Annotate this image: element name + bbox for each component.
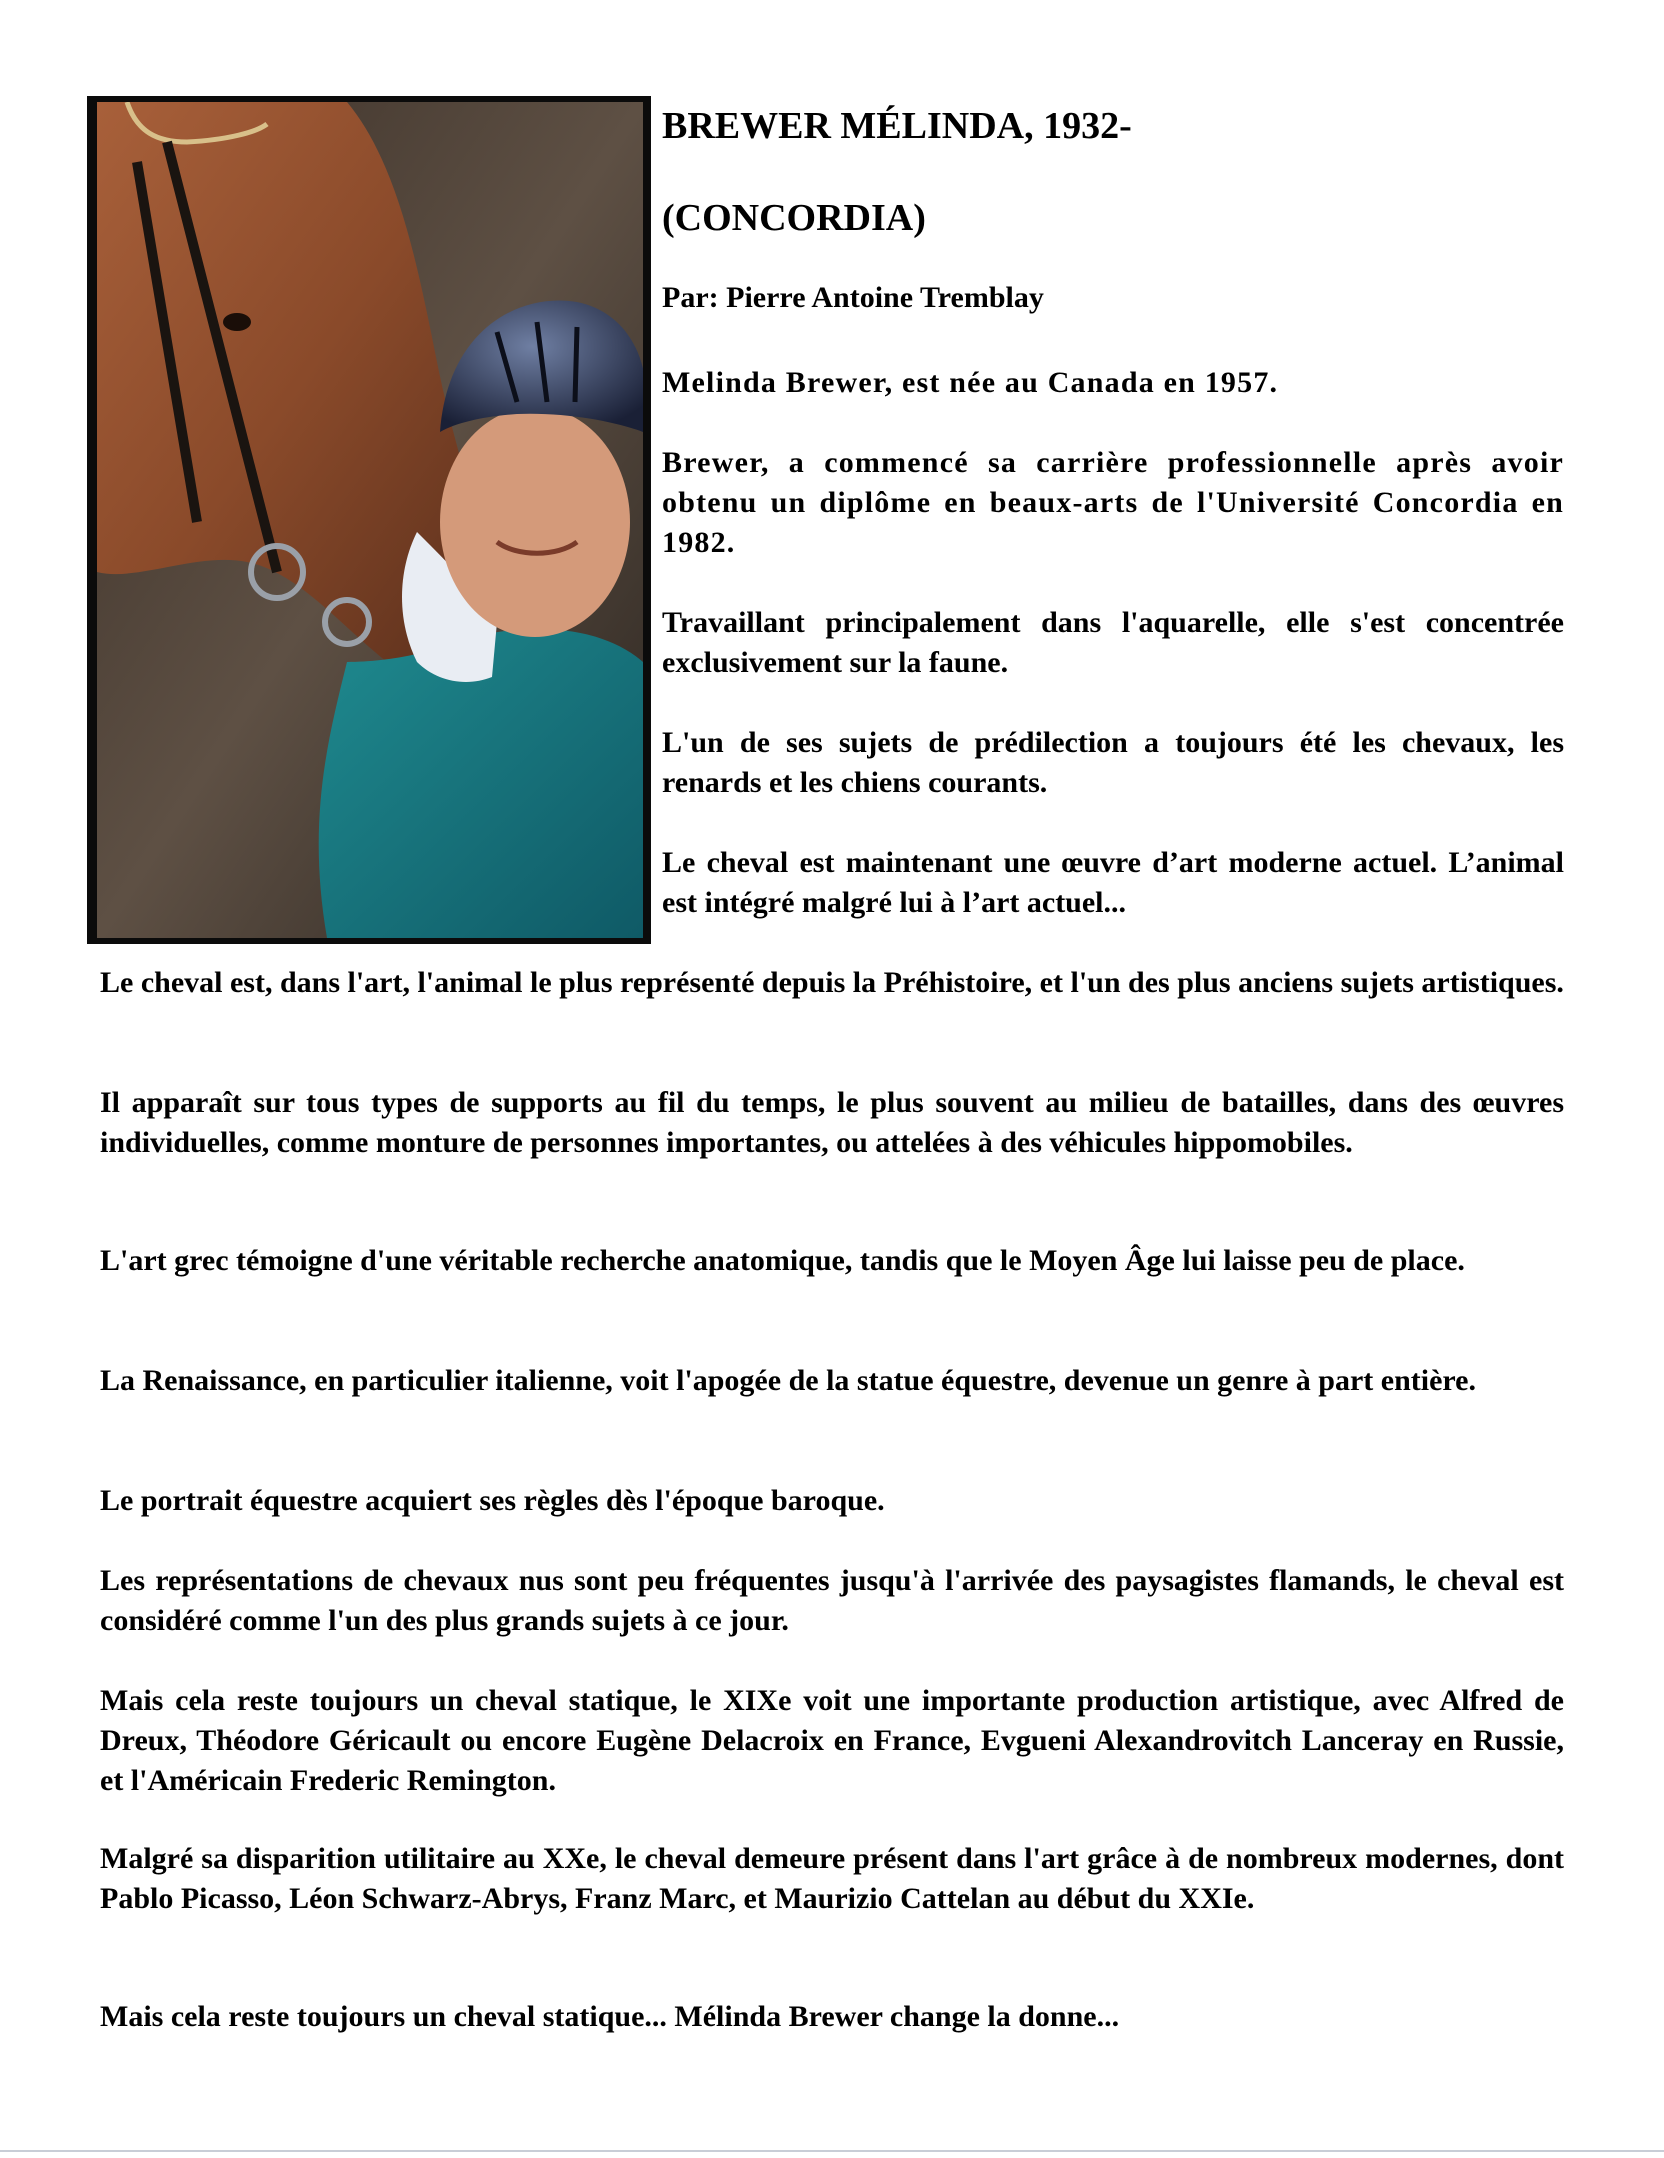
paragraph: L'art grec témoigne d'une véritable recherche anatomique, tandis que le Moyen Âge lui laisse peu de place.: [100, 1244, 1465, 1277]
rider-with-horse-photo: [97, 102, 643, 938]
paragraph: Brewer, a commencé sa carrière professionnelle après avoir obtenu un diplôme en beaux-arts de l'Université Concordia en 1982.: [662, 446, 1564, 559]
paragraph: Le cheval est, dans l'art, l'animal le plus représenté depuis la Préhistoire, et l'un des plus anciens sujets artistiques.: [100, 966, 1564, 999]
article-byline: Par: Pierre Antoine Tremblay: [662, 281, 1044, 314]
paragraph: Le portrait équestre acquiert ses règles dès l'époque baroque.: [100, 1484, 885, 1517]
article-title: BREWER MÉLINDA, 1932-: [662, 105, 1132, 147]
paragraph: Les représentations de chevaux nus sont peu fréquentes jusqu'à l'arrivée des paysagistes flamands, le cheval est considéré comme l'un des plus grands sujets à ce jour.: [100, 1564, 1564, 1637]
paragraph: Le cheval est maintenant une œuvre d’art moderne actuel. L’animal est intégré malgré lui à l’art actuel...: [662, 846, 1564, 919]
article-photo: [87, 96, 651, 944]
paragraph: Melinda Brewer, est née au Canada en 1957.: [662, 366, 1279, 399]
paragraph: Travaillant principalement dans l'aquarelle, elle s'est concentrée exclusivement sur la faune.: [662, 606, 1564, 679]
page-bottom-rule: [0, 2150, 1664, 2152]
paragraph: Mais cela reste toujours un cheval statique, le XIXe voit une importante production artistique, avec Alfred de Dreux, Théodore Géricault ou encore Eugène Delacroix en France, Evgueni Alexandrovitch Lanceray en Russie, et l'Américain Frederic Remington.: [100, 1684, 1564, 1797]
paragraph: Mais cela reste toujours un cheval statique... Mélinda Brewer change la donne...: [100, 2000, 1120, 2033]
article-institution: (CONCORDIA): [662, 197, 926, 239]
paragraph: L'un de ses sujets de prédilection a toujours été les chevaux, les renards et les chiens courants.: [662, 726, 1564, 799]
paragraph: Malgré sa disparition utilitaire au XXe, le cheval demeure présent dans l'art grâce à de nombreux modernes, dont Pablo Picasso, Léon Schwarz-Abrys, Franz Marc, et Maurizio Cattelan au début du XXIe.: [100, 1842, 1564, 1915]
paragraph: La Renaissance, en particulier italienne, voit l'apogée de la statue équestre, devenue un genre à part entière.: [100, 1364, 1476, 1397]
paragraph: Il apparaît sur tous types de supports au fil du temps, le plus souvent au milieu de batailles, dans des œuvres individuelles, comme monture de personnes importantes, ou attelées à des véhicules hippomobiles.: [100, 1086, 1564, 1159]
